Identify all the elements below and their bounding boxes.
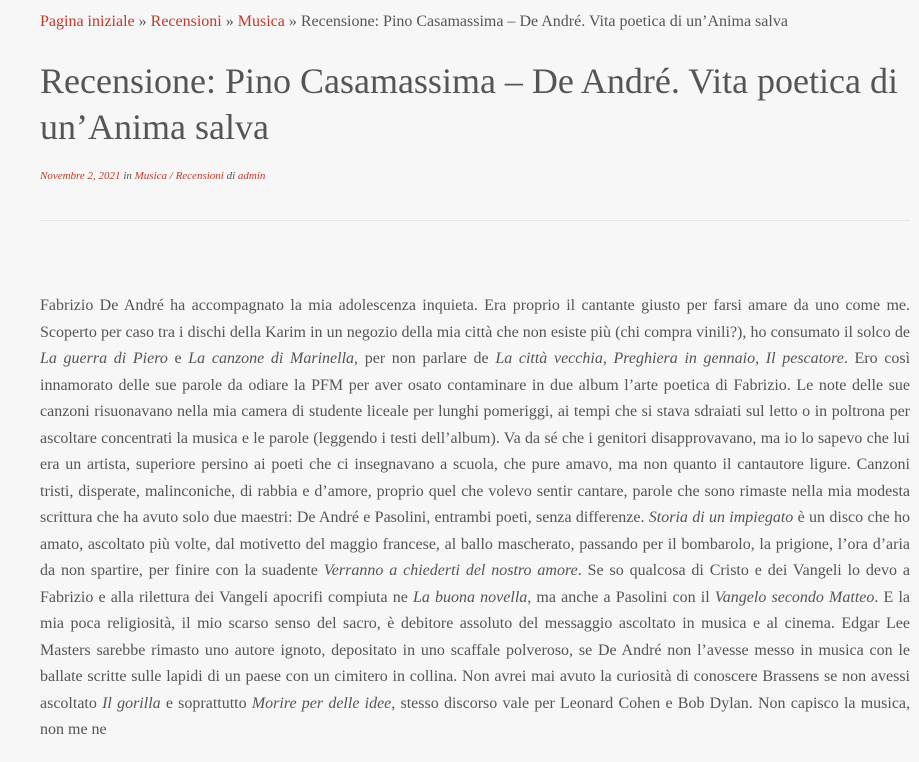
breadcrumb-home-link[interactable]: Pagina iniziale bbox=[40, 13, 135, 30]
meta-divider bbox=[40, 220, 910, 221]
breadcrumb-current: Recensione: Pino Casamassima – De André. Vita poetica di un’Anima salva bbox=[300, 13, 788, 30]
album-title: La buona novella bbox=[412, 588, 528, 606]
article-text: Fabrizio De André ha accompagnato la mia adolescenza inquieta. Era proprio il cantante giusto per farsi amare da uno come me. Scoperto per caso tra i dischi della Karim in un negozio della mia città che non esiste più (chi compra vinili?), ho consumato il solco de bbox=[40, 297, 910, 341]
category-reviews-link[interactable]: Recensioni bbox=[175, 170, 224, 182]
breadcrumb-separator: » bbox=[288, 13, 297, 30]
post-by-label: di bbox=[226, 170, 236, 182]
song-title: Preghiera in gennaio bbox=[613, 350, 756, 367]
post-in-label: in bbox=[123, 170, 132, 182]
breadcrumb-music-link[interactable]: Musica bbox=[237, 13, 285, 30]
article-text: , bbox=[602, 350, 614, 367]
song-title: La canzone di Marinella bbox=[188, 350, 355, 367]
article-text: e bbox=[167, 350, 189, 367]
song-title: Il pescatore bbox=[765, 350, 844, 367]
article-text: , per non parlare de bbox=[354, 350, 496, 367]
article-text: . E la mia poca religiosità, il mio scarso senso del sacro, è debitore assoluto del messaggio ascoltato in musica e al cinema. Edgar Lee Masters sarebbe rimasto uno autore ignoto, depositato in uno scaffale polveroso, se De André non l’avesse messo in musica con le ballate scritte sulle lapidi di un paese con un cimitero in collina. Non avrei mai avuto la curiosità di conoscere Brassens se non avessi ascoltato bbox=[40, 588, 910, 712]
article-text: e soprattutto bbox=[160, 694, 252, 712]
article-text: . Se so qualcosa di Cristo e dei Vangeli lo devo a Fabrizio e alla rilettura dei Vangeli apocrifi compiuta ne bbox=[40, 562, 910, 606]
breadcrumb-separator: » bbox=[225, 13, 234, 30]
article-text: , bbox=[755, 350, 766, 367]
breadcrumb bbox=[40, 12, 788, 32]
category-music-link[interactable]: Musica bbox=[134, 170, 168, 182]
post-meta bbox=[40, 169, 265, 183]
page-title: Recensione: Pino Casamassima – De André. Vita poetica di un’Anima salva bbox=[40, 61, 898, 147]
breadcrumb-reviews-link[interactable]: Recensioni bbox=[150, 13, 222, 30]
article-text: . Ero così innamorato delle sue parole da odiare la PFM per aver osato contaminare in due album l’arte poetica di Fabrizio. Le note delle sue canzoni risuonavano nella mia camera di studente liceale per lunghi pomeriggi, ai tempi che si stava sdraiati sul letto o in poltrona per ascoltare concentrati la musica e le parole (leggendo i testi dell’album). Va da sé che i genitori disapprovavano, ma io lo sapevo che lui era un artista, superiore persino ai poeti che ci insegnavano a scuola, che pure amavo, ma non quanto il cantautore ligure. Canzoni tristi, disperate, malinconiche, di rabbia e d’amore, proprio quel che volevo sentir cantare, parole che sono rimaste nella mia modesta scrittura che ha avuto solo due maestri: De André e Pasolini, entrambi poeti, senza differenze. bbox=[40, 350, 911, 526]
album-title: La guerra di Piero bbox=[40, 350, 168, 367]
article-text: , ma anche a Pasolini con il bbox=[527, 588, 715, 606]
post-date-link[interactable]: Novembre 2, 2021 bbox=[40, 170, 121, 182]
film-title: Vangelo secondo Matteo bbox=[714, 588, 875, 606]
category-separator: / bbox=[167, 170, 176, 182]
album-title: Storia di un impiegato bbox=[648, 509, 794, 526]
song-title: Il gorilla bbox=[102, 694, 161, 712]
article-paragraph bbox=[40, 293, 910, 744]
post-author-link[interactable]: admin bbox=[237, 170, 266, 182]
song-title: La città vecchia bbox=[495, 350, 603, 367]
song-title: Morire per delle idee bbox=[251, 694, 392, 712]
article-text: , stesso discorso vale per Leonard Cohen e Bob Dylan. Non capisco la musica, non me ne bbox=[40, 694, 911, 738]
article-text: è un disco che ho amato, ascoltato più volte, dal motivetto del maggio francese, al ballo mascherato, passando per il bombarolo, la prigione, l’ora d’aria da non spartire, per finire con la suadente bbox=[40, 509, 911, 579]
song-title: Verranno a chiederti del nostro amore bbox=[323, 562, 578, 579]
breadcrumb-separator: » bbox=[138, 13, 147, 30]
